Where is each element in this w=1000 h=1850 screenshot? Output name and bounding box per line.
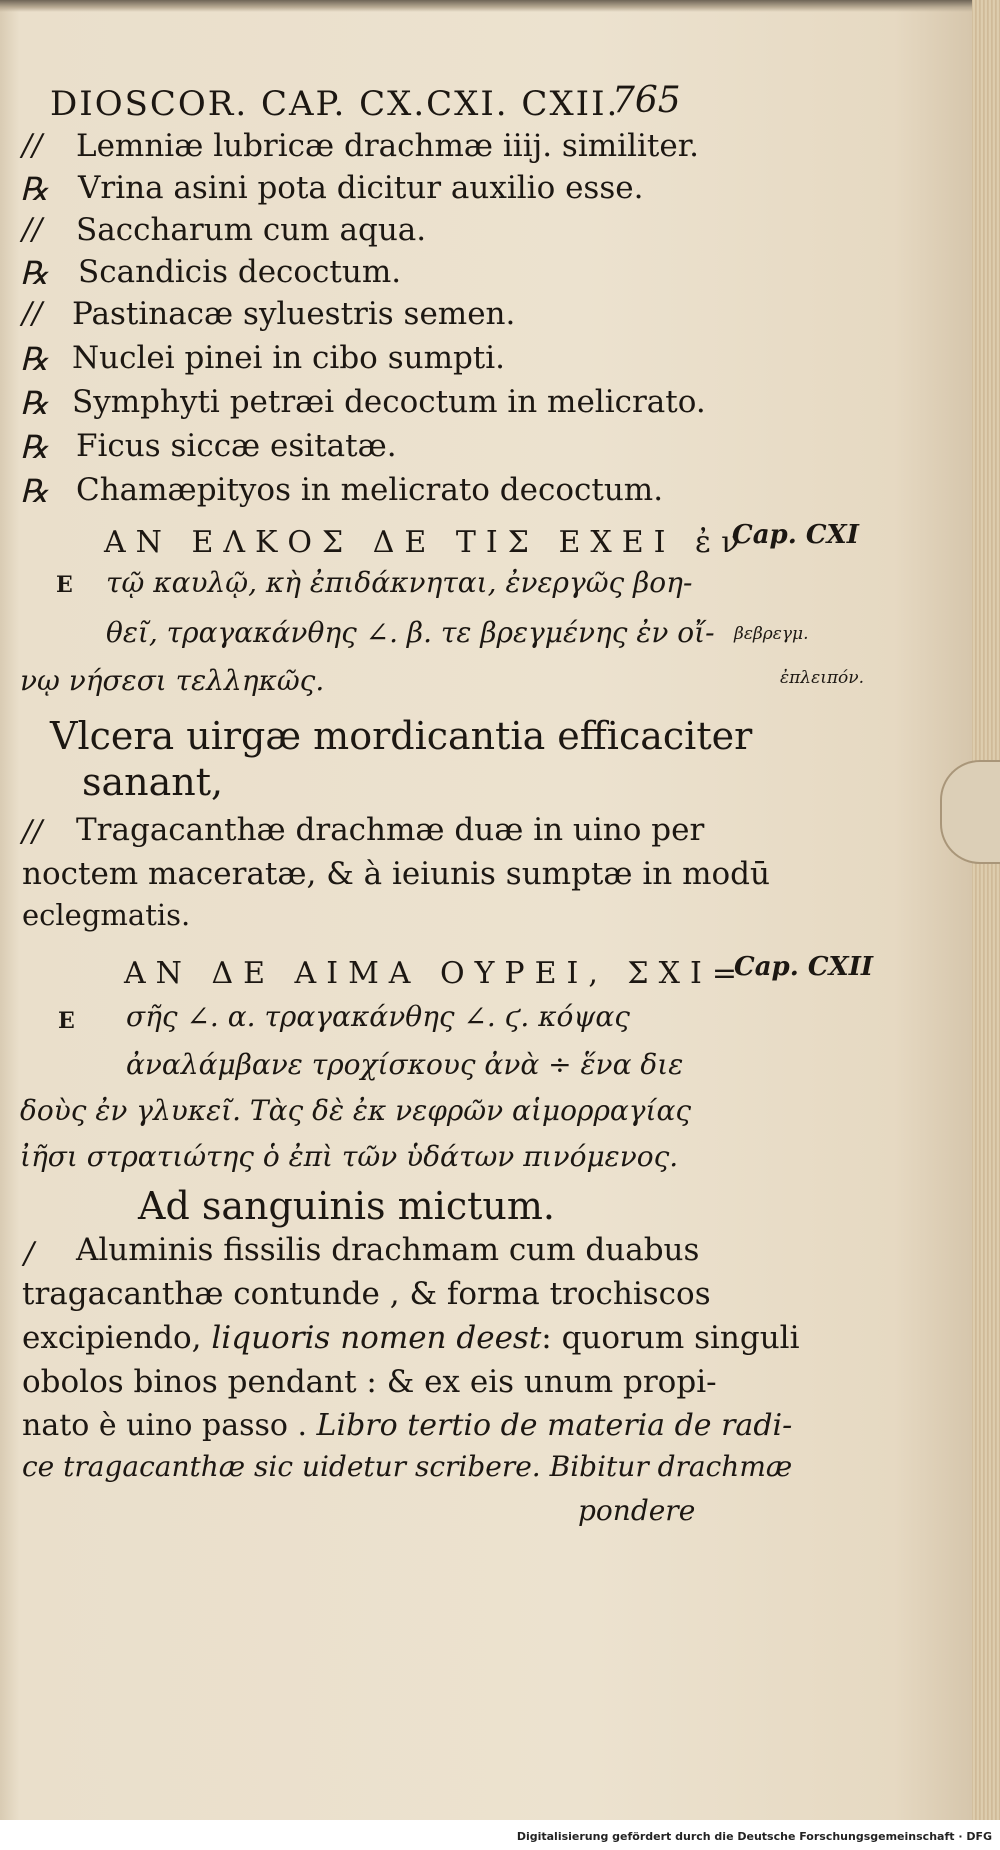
greek-caps-line: ΑΝ ΕΛΚΟΣ ΔΕ ΤΙΣ ΕΧΕΙ ἐν xyxy=(104,525,750,560)
italic-note: Libro tertio de materia de radi- xyxy=(316,1408,793,1443)
recipe-mark: ℞ xyxy=(20,254,49,292)
recipe-line: Chamæpityos in melicrato decoctum. xyxy=(76,472,664,508)
recipe-line xyxy=(22,1320,800,1356)
text-segment: : quorum singuli xyxy=(541,1320,800,1356)
recipe-line: Vrina asini pota dicitur auxilio esse. xyxy=(78,170,644,206)
recipe-mark: // xyxy=(22,814,43,849)
recipe-line: obolos binos pendant : & ex eis unum propi- xyxy=(22,1364,717,1400)
recipe-line: Saccharum cum aqua. xyxy=(76,212,427,248)
greek-caps-line: ΑΝ ΔΕ ΑΙΜΑ ΟΥΡΕΙ, ΣΧΙ= xyxy=(124,956,747,991)
recipe-line xyxy=(22,1408,792,1443)
page-number: 765 xyxy=(612,80,681,121)
latin-heading: Vlcera uirgæ mordicantia efficaciter xyxy=(50,714,753,758)
recipe-mark: // xyxy=(22,128,43,163)
recipe-line: eclegmatis. xyxy=(22,898,191,932)
recipe-line: Scandicis decoctum. xyxy=(78,254,402,290)
margin-chapter-label: Cap. CXII xyxy=(734,952,874,982)
greek-line: σῆς ∠. α. τραγακάνθης ∠. ϛ. κόψας xyxy=(126,1000,630,1033)
recipe-line: Ficus siccæ esitatæ. xyxy=(76,428,397,464)
text-segment: excipiendo, xyxy=(22,1320,212,1356)
recipe-line: tragacanthæ contunde , & forma trochiscos xyxy=(22,1276,711,1312)
recipe-mark: // xyxy=(22,296,43,331)
recipe-line: Pastinacæ syluestris semen. xyxy=(72,296,516,332)
recipe-line: Symphyti petræi decoctum in melicrato. xyxy=(72,384,706,420)
greek-line: δοὺς ἐν γλυκεῖ. Τὰς δὲ ἐκ νεφρῶν αἱμορραγίας xyxy=(20,1094,692,1127)
top-shadow xyxy=(0,0,972,12)
greek-line: τῷ καυλῷ, κὴ ἐπιδάκνηται, ἐνεργῶς βοη- xyxy=(106,566,693,599)
side-letter: E xyxy=(58,1008,75,1034)
margin-chapter-label: Cap. CXI xyxy=(732,520,859,550)
recipe-mark: / xyxy=(24,1236,35,1271)
page-tab xyxy=(940,760,1000,864)
greek-line: θεῖ, τραγακάνθης ∠. β. τε βρεγμένης ἐν οἴ- xyxy=(106,616,715,649)
italic-note: liquoris nomen deest xyxy=(211,1320,542,1356)
digitization-credit: Digitalisierung gefördert durch die Deutsche Forschungsgemeinschaft · DFG xyxy=(516,1830,992,1843)
italic-note: Bibitur drachmæ xyxy=(549,1450,793,1483)
greek-line: ἰῆσι στρατιώτης ὁ ἐπὶ τῶν ὑδάτων πινόμενος. xyxy=(20,1140,679,1173)
text-segment: nato è uino passo . xyxy=(22,1408,317,1443)
recipe-mark: // xyxy=(22,212,43,247)
greek-line: ἀναλάμβανε τροχίσκους ἀνὰ ÷ ἕνα διε xyxy=(126,1048,684,1081)
recipe-mark: ℞ xyxy=(20,170,49,208)
side-letter: E xyxy=(56,572,73,598)
recipe-line xyxy=(22,1450,792,1483)
latin-heading: sanant, xyxy=(82,760,224,804)
recipe-mark: ℞ xyxy=(20,384,49,422)
recipe-mark: ℞ xyxy=(20,472,49,510)
recipe-line: noctem maceratæ, & à ieiunis sumptæ in modū xyxy=(22,856,770,892)
italic-note: ce tragacanthæ sic uidetur scribere. xyxy=(22,1450,550,1483)
margin-note: ἐπλειπόν. xyxy=(780,668,865,688)
recipe-line: Lemniæ lubricæ drachmæ iiij. similiter. xyxy=(76,128,699,164)
recipe-mark: ℞ xyxy=(20,428,49,466)
recipe-mark: ℞ xyxy=(20,340,49,378)
margin-note: βεβρεγμ. xyxy=(734,624,809,644)
recipe-line: Tragacanthæ drachmæ duæ in uino per xyxy=(76,812,705,848)
page-edge xyxy=(972,0,1000,1820)
running-title: DIOSCOR. CAP. CX.CXI. CXII. xyxy=(50,84,620,124)
recipe-line: Aluminis fissilis drachmam cum duabus xyxy=(76,1232,700,1268)
latin-heading: Ad sanguinis mictum. xyxy=(138,1184,555,1228)
recipe-line: Nuclei pinei in cibo sumpti. xyxy=(72,340,506,376)
greek-line: νῳ νήσεσι τελληκῶς. xyxy=(20,664,325,697)
catchword: pondere xyxy=(578,1494,696,1527)
